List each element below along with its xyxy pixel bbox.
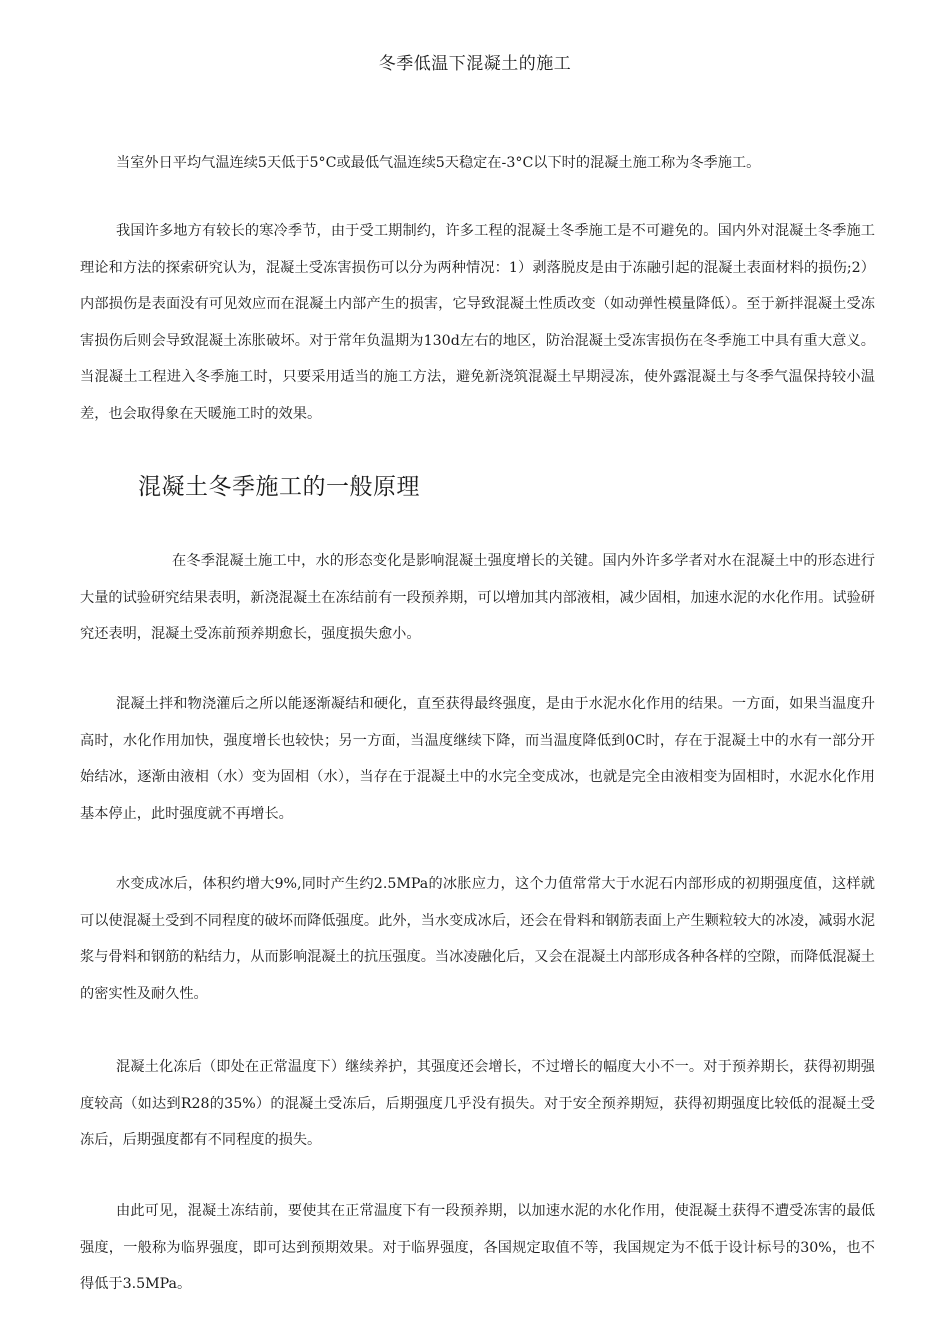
body-paragraph: 混凝土拌和物浇灌后之所以能逐渐凝结和硬化，直至获得最终强度，是由于水泥水化作用的结果。一方面，如果当温度升高时，水化作用加快，强度增长也较快；另一方面，当温度继续下降，而当温度降低到0C时，存在于混凝土中的水有一部分开始结冰，逐渐由液相（水）变为固相（水），当存在于混凝土中的水完全变成冰，也就是完全由液相变为固相时，水泥水化作用基本停止，此时强度就不再增长。	[80, 696, 875, 822]
intro-paragraph: 我国许多地方有较长的寒冷季节，由于受工期制约，许多工程的混凝土冬季施工是不可避免的。国内外对混凝土冬季施工理论和方法的探索研究认为，混凝土受冻害损伤可以分为两种情况：1）剥落脱皮是由于冻融引起的混凝土表面材料的损伤;2）内部损伤是表面没有可见效应而在混凝土内部产生的损害，它导致混凝土性质改变（如动弹性模量降低）。至于新拌混凝土受冻害损伤后则会导致混凝土冻胀破坏。对于常年负温期为130d左右的地区，防治混凝土受冻害损伤在冬季施工中具有重大意义。当混凝土工程进入冬季施工时，只要采用适当的施工方法，避免新浇筑混凝土早期浸冻，使外露混凝土与冬季气温保持较小温差，也会取得象在天暖施工时的效果。	[80, 223, 875, 422]
body-paragraph: 水变成冰后，体积约增大9%,同时产生约2.5MPa的冰胀应力，这个力值常常大于水泥石内部形成的初期强度值，这样就可以使混凝土受到不同程度的破坏而降低强度。此外，当水变成冰后，还会在骨料和钢筋表面上产生颗粒较大的冰凌，减弱水泥浆与骨料和钢筋的粘结力，从而影响混凝土的抗压强度。当冰凌融化后，又会在混凝土内部形成各种各样的空隙，而降低混凝土的密实性及耐久性。	[80, 876, 875, 1002]
section-heading: 混凝土冬季施工的一般原理	[138, 474, 420, 500]
body-paragraph: 由此可见，混凝土冻结前，要使其在正常温度下有一段预养期，以加速水泥的水化作用，使混凝土获得不遭受冻害的最低强度，一般称为临界强度，即可达到预期效果。对于临界强度，各国规定取值不等，我国规定为不低于设计标号的30%，也不得低于3.5MPa。	[80, 1203, 875, 1293]
body-paragraph: 在冬季混凝土施工中，水的形态变化是影响混凝土强度增长的关键。国内外许多学者对水在混凝土中的形态进行大量的试验研究结果表明，新浇混凝土在冻结前有一段预养期，可以增加其内部液相，减少固相，加速水泥的水化作用。试验研究还表明，混凝土受冻前预养期愈长，强度损失愈小。	[80, 553, 875, 643]
body-paragraph: 混凝土化冻后（即处在正常温度下）继续养护，其强度还会增长，不过增长的幅度大小不一。对于预养期长，获得初期强度较高（如达到R28的35%）的混凝土受冻后，后期强度几乎没有损失。对于安全预养期短，获得初期强度比较低的混凝土受冻后，后期强度都有不同程度的损失。	[80, 1059, 875, 1149]
document-title: 冬季低温下混凝土的施工	[378, 54, 572, 74]
intro-paragraph: 当室外日平均气温连续5天低于5°C或最低气温连续5天稳定在-3°C以下时的混凝土施工称为冬季施工。	[116, 155, 761, 171]
